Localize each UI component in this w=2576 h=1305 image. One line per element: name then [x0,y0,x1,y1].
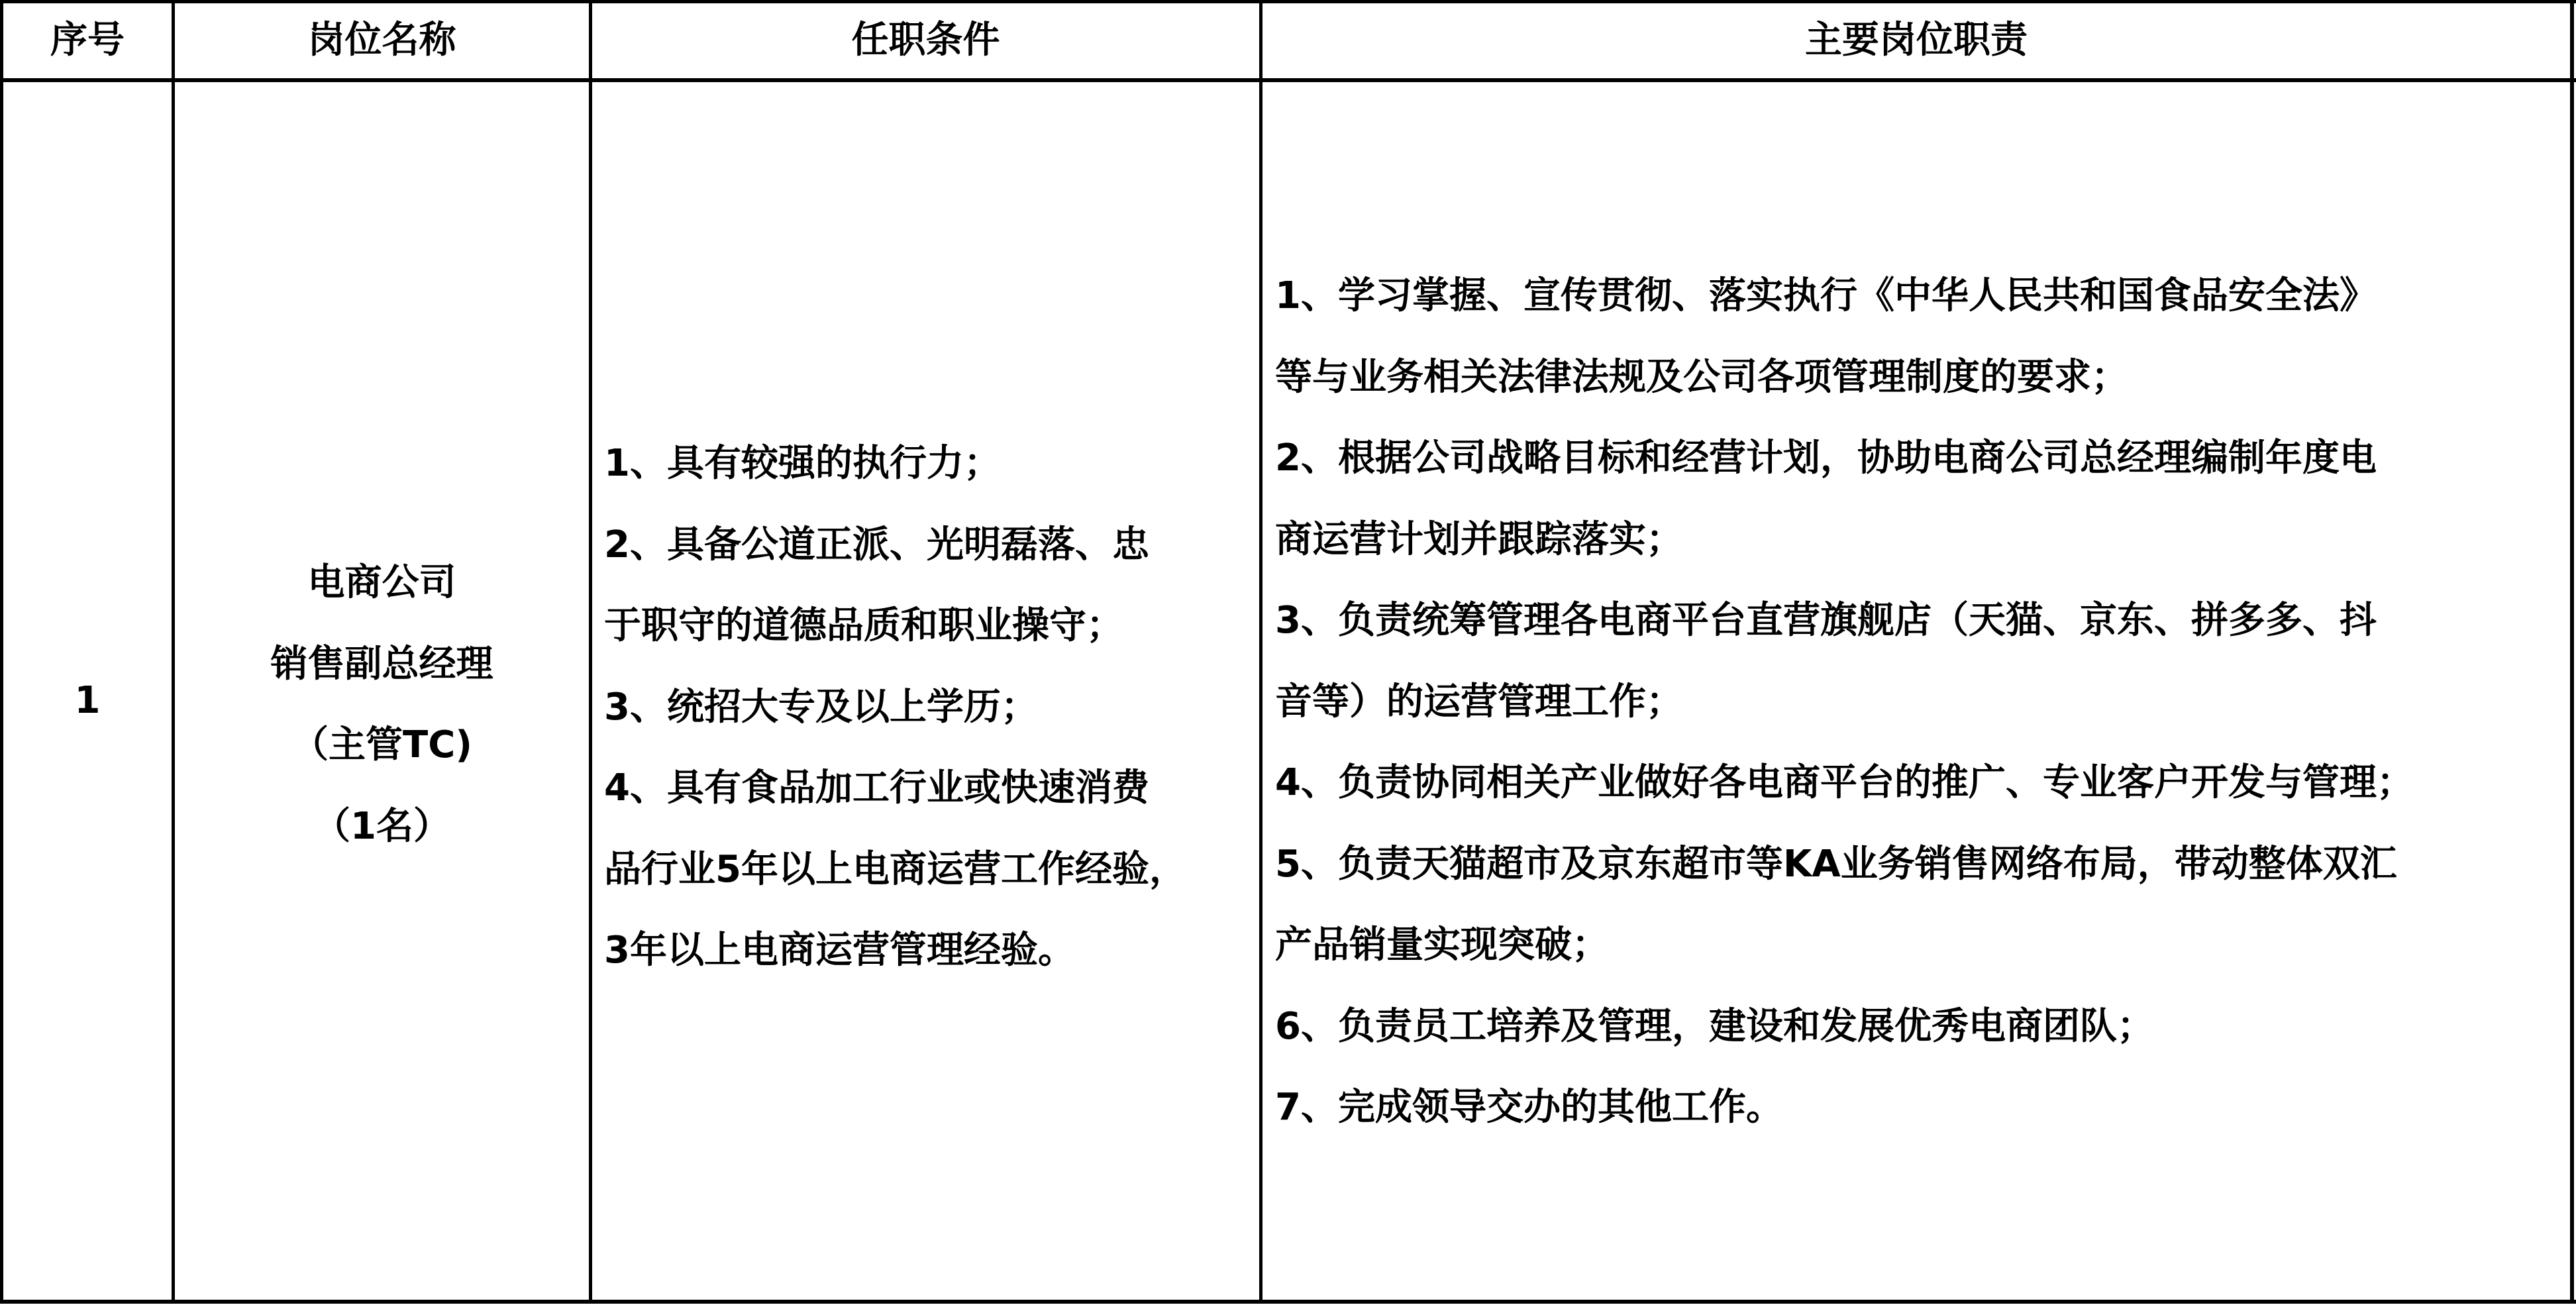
requirements-cell [604,423,1257,992]
position-name-cell [175,543,589,867]
row-index: 1 [74,679,101,722]
header-index: 序号 [50,19,125,62]
table-right-border [2570,0,2574,1304]
duty-line: 2、根据公司战略目标和经营计划，协助电商公司总经理编制年度电 [1275,437,2377,480]
duty-line: 3、负责统筹管理各电商平台直营旗舰店（天猫、京东、拼多多、抖 [1275,599,2377,642]
duties-cell [1275,256,2567,1149]
duty-line: 7、完成领导交办的其他工作。 [1275,1086,1783,1129]
table-left-border [0,0,3,1304]
duty-line: 4、负责协同相关产业做好各电商平台的推广、专业客户开发与管理； [1275,761,2414,804]
duty-line: 产品销量实现突破； [1275,923,1609,966]
requirement-line: 2、具备公道正派、光明磊落、忠 [604,523,1149,566]
position-line: （主管TC) [291,723,472,766]
position-line: 电商公司 [307,561,456,604]
column-divider-3 [1259,0,1262,1304]
duty-line: 音等）的运营管理工作； [1275,680,1683,723]
duty-line: 等与业务相关法律法规及公司各项管理制度的要求； [1275,355,2128,399]
header-main-duties: 主要岗位职责 [1805,19,2028,62]
column-divider-2 [589,0,592,1304]
table-top-border [0,0,2576,3]
requirement-line: 3年以上电商运营管理经验。 [604,929,1075,972]
duty-line: 5、负责天猫超市及京东超市等KA业务销售网络布局，带动整体双汇 [1275,842,2397,886]
requirement-line: 品行业5年以上电商运营工作经验， [604,847,1186,891]
header-requirements: 任职条件 [851,19,1000,62]
requirement-line: 1、具有较强的执行力； [604,442,1001,485]
duty-line: 6、负责员工培养及管理，建设和发展优秀电商团队； [1275,1004,2154,1048]
requirement-line: 3、统招大专及以上学历； [604,685,1038,729]
header-position-name: 岗位名称 [307,19,456,62]
requirement-line: 于职守的道德品质和职业操守； [604,604,1123,647]
position-line: 销售副总经理 [270,642,493,686]
duty-line: 1、学习掌握、宣传贯彻、落实执行《中华人民共和国食品安全法》 [1275,274,2377,317]
requirement-line: 4、具有食品加工行业或快速消费 [604,766,1149,809]
position-line: （1名） [313,804,450,848]
table-bottom-border [0,1300,2576,1304]
duty-line: 商运营计划并跟踪落实； [1275,517,1683,561]
header-bottom-border [0,78,2576,82]
